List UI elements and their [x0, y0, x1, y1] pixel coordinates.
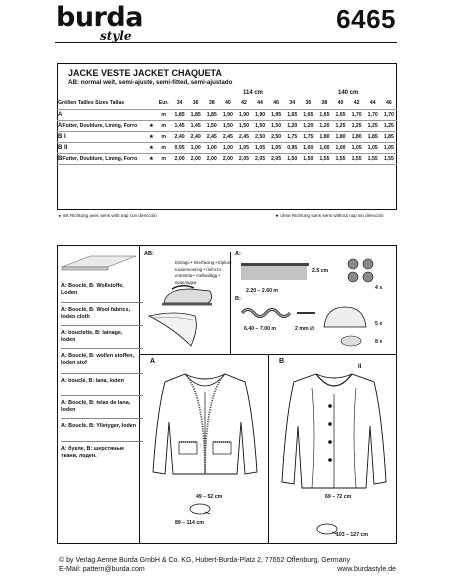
yardage-140: 1,55: [349, 153, 365, 164]
iron-icon: [160, 283, 218, 307]
view-label: A: [58, 122, 63, 129]
cord-length: 6.40 – 7.00 m: [244, 326, 277, 332]
yardage-140: 1,65: [316, 109, 332, 120]
fabric-suggestion: A: Bouclé, B: wollen stoffen, loden stof: [61, 353, 135, 366]
notions-a-label: A:: [235, 251, 241, 257]
size-header: 34: [284, 98, 300, 109]
size-header: 38: [204, 98, 220, 109]
yardage-114: 2,50: [252, 131, 268, 142]
nap-star: ★: [147, 131, 156, 142]
fabric-divider: [61, 395, 143, 396]
yardage-140: 1,55: [316, 153, 332, 164]
yardage-140: 1,25: [332, 120, 348, 131]
fabric-suggestion: A: Bouclé, B: Wollstoffe, Loden: [61, 283, 124, 296]
yardage-140: 1,70: [381, 109, 397, 120]
yardage-114: 1,50: [204, 120, 220, 131]
table-row: [57, 120, 397, 131]
view-a-label: A: [150, 358, 156, 365]
yardage-114: 1,90: [220, 109, 236, 120]
fabric-suggestion: A: Bouclé, B: Ylletyger, loden: [61, 423, 137, 429]
small-button-icon: [340, 334, 362, 348]
yardage-140: 1,65: [284, 109, 300, 120]
yardage-140: 1,80: [316, 131, 332, 142]
cord-end-icon: [296, 309, 316, 317]
brand-logo: burda: [56, 2, 143, 33]
yardage-140: 1,00: [316, 142, 332, 153]
unit-cell: m: [156, 131, 172, 142]
fabric-divider: [61, 418, 143, 419]
size-header: 36: [188, 98, 204, 109]
fabric-divider: [61, 373, 143, 374]
size-header: 40: [220, 98, 236, 109]
yardage-140: 1,05: [365, 142, 381, 153]
yardage-140: 1,55: [381, 153, 397, 164]
yardage-114: 1,00: [220, 142, 236, 153]
nap-star: ★: [147, 153, 156, 164]
shoulder-pad-icon: [145, 308, 203, 350]
buttons-icon: [346, 258, 376, 284]
yardage-114: 2,00: [204, 153, 220, 164]
yardage-140: 1,55: [332, 153, 348, 164]
yardage-114: 1,50: [268, 120, 284, 131]
fringe-height: 2.5 cm: [312, 268, 329, 274]
yardage-140: 1,70: [349, 109, 365, 120]
size-header: 42: [236, 98, 252, 109]
measure-tape-icon: [189, 502, 211, 516]
fabric-suggestion: A: bouclette, B: lainage, loden: [61, 330, 123, 343]
row-label-cell: [57, 120, 147, 131]
view-a-waist: 49 – 52 cm: [196, 494, 223, 500]
yardage-114: 1,05: [236, 142, 252, 153]
yardage-140: 1,00: [300, 142, 316, 153]
view-b-piece-marker: II: [358, 364, 362, 370]
yardage-114: 2,00: [188, 153, 204, 164]
yardage-114: 1,00: [188, 142, 204, 153]
row-label-cell: [57, 142, 147, 153]
yardage-114: 2,00: [172, 153, 188, 164]
size-header: 40: [332, 98, 348, 109]
yardage-114: 1,85: [172, 109, 188, 120]
yardage-140: 1,50: [284, 153, 300, 164]
fabric-suggestion: A: Bouclé, B: Wool fabrics, loden cloth: [61, 307, 131, 320]
row-label-cell: [57, 153, 147, 164]
yardage-114: 1,95: [268, 109, 284, 120]
view-b-waist: 69 – 72 cm: [325, 494, 352, 500]
unit-cell: m: [156, 153, 172, 164]
fit-description: AB: normal weit, semi-ajusté, semi-fitted, semi-ajustado: [68, 79, 233, 86]
yardage-114: 2,05: [252, 153, 268, 164]
view-b-label: B: [279, 358, 285, 365]
yardage-140: 1,00: [332, 142, 348, 153]
yardage-140: 1,75: [284, 131, 300, 142]
interfacing-line: tussenvoering • rinforzo: [175, 266, 221, 272]
header-divider: [55, 42, 397, 43]
table-row: [57, 142, 397, 153]
fabric-divider: [61, 441, 143, 442]
yardage-table: [57, 98, 397, 165]
yardage-114: 1,85: [204, 109, 220, 120]
nap-star: ★: [147, 120, 156, 131]
view-label: A: [58, 111, 63, 118]
buttons-count: 4 x: [375, 285, 383, 291]
views-ab-divider: [268, 354, 269, 544]
fabric-suggestion: A: Bouclé, B: telas de lana, loden: [61, 400, 131, 413]
row-label-cell: [57, 109, 147, 120]
without-nap-note: ★ ohne Richtung sans sens without nap sin dirección: [275, 213, 384, 218]
eur-label: Eur.: [156, 98, 172, 109]
yardage-140: 1,55: [365, 153, 381, 164]
unit-cell: m: [156, 120, 172, 131]
fabric-swatch-icon: [60, 252, 138, 274]
jacket-a-drawing: [145, 362, 265, 487]
yardage-114: 1,45: [172, 120, 188, 131]
width-114-label: 114 cm: [243, 90, 264, 96]
fabric-divider: [61, 325, 143, 326]
pattern-number: 6465: [336, 4, 396, 34]
copyright-line: © by Verlag Aenne Burda GmbH & Co. KG, Hubert-Burda-Platz 2, 77652 Offenburg, Germany: [59, 557, 351, 564]
table-row: [57, 109, 397, 120]
yardage-140: 1,75: [300, 131, 316, 142]
view-label: B I: [58, 133, 66, 140]
yardage-114: 1,05: [252, 142, 268, 153]
size-header: 46: [381, 98, 397, 109]
yardage-140: 1,65: [300, 109, 316, 120]
table-row: [57, 131, 397, 142]
yardage-114: 0,95: [172, 142, 188, 153]
size-header: 46: [268, 98, 284, 109]
size-header: 38: [316, 98, 332, 109]
star-col: [147, 98, 156, 109]
contact-email[interactable]: E-Mail: pattern@burda.com: [59, 566, 145, 573]
small-button-count: 8 x: [375, 339, 383, 345]
interfacing-line: entretela • mellanlägg •: [175, 273, 221, 278]
yardage-140: 1,65: [332, 109, 348, 120]
view-label: B: [58, 155, 63, 162]
size-header: 44: [252, 98, 268, 109]
interfacing-line: прокладка: [175, 279, 197, 285]
yardage-114: 2,05: [236, 153, 252, 164]
size-header: 42: [349, 98, 365, 109]
sizes-header-label: Größen Tailles Sizes Tallas: [57, 98, 147, 109]
size-header: 44: [365, 98, 381, 109]
website-link[interactable]: www.burdastyle.de: [337, 566, 396, 573]
yardage-114: 1,45: [188, 120, 204, 131]
fabric-divider: [61, 348, 143, 349]
yardage-140: 1,20: [300, 120, 316, 131]
yardage-114: 2,45: [220, 131, 236, 142]
cord-trim-icon: [240, 306, 294, 320]
yardage-114: 1,50: [252, 120, 268, 131]
fabric-suggestion: A: букле, B: шерстяные ткани, лоден.: [61, 446, 125, 459]
yardage-114: 2,00: [220, 153, 236, 164]
yardage-140: 0,95: [284, 142, 300, 153]
yardage-140: 1,50: [300, 153, 316, 164]
notions-ab-label: AB:: [144, 251, 154, 257]
yardage-114: 1,50: [220, 120, 236, 131]
yardage-140: 1,80: [349, 131, 365, 142]
size-header: 36: [300, 98, 316, 109]
view-a-hem: 89 – 114 cm: [175, 520, 204, 526]
dome-pad-icon: [322, 305, 368, 329]
yardage-140: 1,85: [381, 131, 397, 142]
yardage-140: 1,80: [332, 131, 348, 142]
row-label-cell: [57, 131, 147, 142]
table-row: [57, 153, 397, 164]
nap-star: [147, 109, 156, 120]
width-140-label: 140 cm: [338, 90, 359, 96]
yardage-114: 2,40: [172, 131, 188, 142]
measure-tape-b-icon: [316, 522, 338, 536]
yardage-140: 1,20: [316, 120, 332, 131]
fabric-divider: [61, 302, 143, 303]
unit-cell: m: [156, 109, 172, 120]
nap-star: ★: [147, 142, 156, 153]
view-label: B II: [58, 144, 68, 151]
yardage-114: 2,50: [268, 131, 284, 142]
yardage-114: 2,05: [268, 153, 284, 164]
yardage-140: 1,20: [284, 120, 300, 131]
yardage-114: 1,05: [268, 142, 284, 153]
dome-pad-count: 5 x: [375, 321, 383, 327]
yardage-140: 1,25: [365, 120, 381, 131]
fringe-trim-icon: [240, 262, 312, 282]
yardage-140: 1,25: [381, 120, 397, 131]
yardage-140: 1,85: [365, 131, 381, 142]
interfacing-line: Einlage • Interfacing • triplure: [175, 260, 232, 265]
yardage-140: 1,05: [349, 142, 365, 153]
view-b-hem: 103 – 127 cm: [336, 532, 369, 538]
yardage-140: 1,05: [381, 142, 397, 153]
unit-cell: m: [156, 142, 172, 153]
with-nap-note: ▸ mit Richtung avec sens with nap con dirección: [59, 213, 157, 218]
notions-b-label: B:: [235, 296, 241, 302]
yardage-114: 1,90: [236, 109, 252, 120]
yardage-114: 1,50: [236, 120, 252, 131]
yardage-114: 1,90: [252, 109, 268, 120]
table-header-row: [57, 98, 397, 109]
garment-title: JACKE VESTE JACKET CHAQUETA: [68, 68, 222, 78]
size-header: 34: [172, 98, 188, 109]
yardage-114: 1,85: [188, 109, 204, 120]
fringe-length: 2.20 – 2.60 m: [246, 288, 279, 294]
lining-label: Futter, Doublure, Lining, Forro: [62, 122, 138, 129]
lining-label: Futter, Doublure, Lining, Forro: [62, 155, 138, 162]
yardage-114: 2,45: [236, 131, 252, 142]
yardage-140: 1,25: [349, 120, 365, 131]
jacket-b-drawing: [272, 364, 396, 494]
yardage-114: 2,45: [204, 131, 220, 142]
brand-logo-sub: style: [100, 29, 132, 43]
yardage-114: 1,00: [204, 142, 220, 153]
yardage-114: 2,40: [188, 131, 204, 142]
fabric-suggestion: A: bouclé, B: lana, loden: [61, 378, 124, 384]
cord-width: 2 mm ∅: [295, 326, 315, 332]
yardage-140: 1,70: [365, 109, 381, 120]
